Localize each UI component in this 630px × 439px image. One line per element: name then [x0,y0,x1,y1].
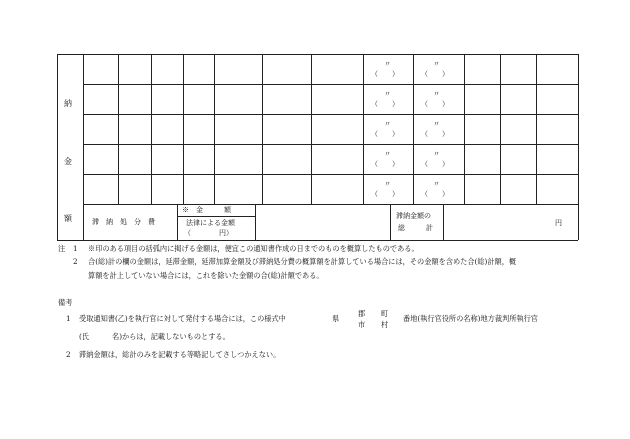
mark-amount-label: ※ 金 額 [182,206,231,214]
remark-1-mura: 村 [381,320,389,329]
remark-1-tail: 番地(執行官役所の名称)地方裁判所執行官 [403,314,538,323]
frame-left [57,54,58,240]
row3-paren-b: （ ） [421,130,449,138]
remark-1-line2-a: (氏 [79,332,89,341]
table-bottom-border [57,240,578,241]
side-label-3: 額 [64,214,72,223]
col-rule-7 [363,54,364,204]
note-1-text: ※印のある項目の括弧内に掲げる金額は，便宜この通知書作成の日までのものを概算したものである。 [88,244,419,253]
col-rule-6 [311,54,312,204]
col-rule-5 [262,54,263,204]
row2-ditto-a: 〃 [384,90,391,98]
row4-paren-b: （ ） [421,160,449,168]
delinquency-cost-label: 滞 納 処 分 費 [92,218,155,226]
row2-paren-b: （ ） [421,100,449,108]
row5-paren-a: （ ） [371,190,399,198]
remark-1-machi: 町 [381,309,389,318]
note-2-text-line1: 合(総)計の欄の金額は，延滞金額，延滞加算金額及び滞納処分費の概算額を計算している場合には，その金額を含めた合(総)計額，概 [88,257,517,266]
side-label-2: 金 [64,157,72,166]
row-rule-1 [83,84,578,85]
remark-1-line2-b: 名)からは，記載しないものとする。 [112,332,230,341]
row2-ditto-b: 〃 [433,90,440,98]
col-rule-9 [464,54,465,204]
col-rule-10 [500,54,501,204]
remarks-heading: 備考 [58,298,73,307]
col-rule-8 [413,54,414,204]
legal-amount-yen: （ 円） [184,229,233,237]
row3-ditto-a: 〃 [384,120,391,128]
remark-1-shi: 市 [358,320,366,329]
row5-ditto-a: 〃 [384,180,391,188]
row2-paren-a: （ ） [371,100,399,108]
row5-ditto-b: 〃 [433,180,440,188]
row1-ditto-a: 〃 [384,60,391,68]
footer-rule-d [443,204,444,240]
footer-rule-a [177,204,178,240]
row-rule-2 [83,114,578,115]
col-rule-2 [151,54,152,204]
remark-2-number: 2 [66,350,71,359]
footer-rule-b [255,204,256,240]
frame-right [578,54,579,240]
label-col-rule [83,54,84,240]
col-rule-4 [214,54,215,204]
row-rule-3 [83,144,578,145]
row1-paren-b: （ ） [421,70,449,78]
row1-paren-a: （ ） [371,70,399,78]
total-yen: 円 [555,219,562,227]
legal-amount-label: 法律による金額 [186,219,235,227]
note-2-number: 2 [73,257,78,266]
total-label-line2: 総 計 [398,224,433,232]
row-rule-5 [83,204,578,205]
notes-heading: 注 [58,244,66,253]
remark-1-gun: 郡 [358,309,366,318]
row4-ditto-b: 〃 [433,150,440,158]
row4-ditto-a: 〃 [384,150,391,158]
col-rule-3 [183,54,184,204]
row1-ditto-b: 〃 [433,60,440,68]
side-label-1: 納 [64,99,72,108]
total-label-line1: 滞納金額の [396,212,431,220]
note-2-text-line2: 算額を計上していない場合には，これを除いた金額の合(総)計額である。 [88,271,324,280]
remark-2-text: 滞納金額は，総計のみを記載する等略記してさしつかえない。 [79,350,281,359]
row5-paren-b: （ ） [421,190,449,198]
row4-paren-a: （ ） [371,160,399,168]
note-1-number: 1 [73,244,78,253]
row3-ditto-b: 〃 [433,120,440,128]
remark-1-text: 受取通知書(乙)を執行官に対して発付する場合には，この様式中 [79,314,286,323]
footer-rule-c [390,204,391,240]
legal-amount-rule [177,216,255,217]
row-rule-4 [83,174,578,175]
col-rule-1 [118,54,119,204]
col-rule-11 [536,54,537,204]
row3-paren-a: （ ） [371,130,399,138]
remark-1-number: 1 [66,314,71,323]
remark-1-pref: 県 [332,314,340,323]
